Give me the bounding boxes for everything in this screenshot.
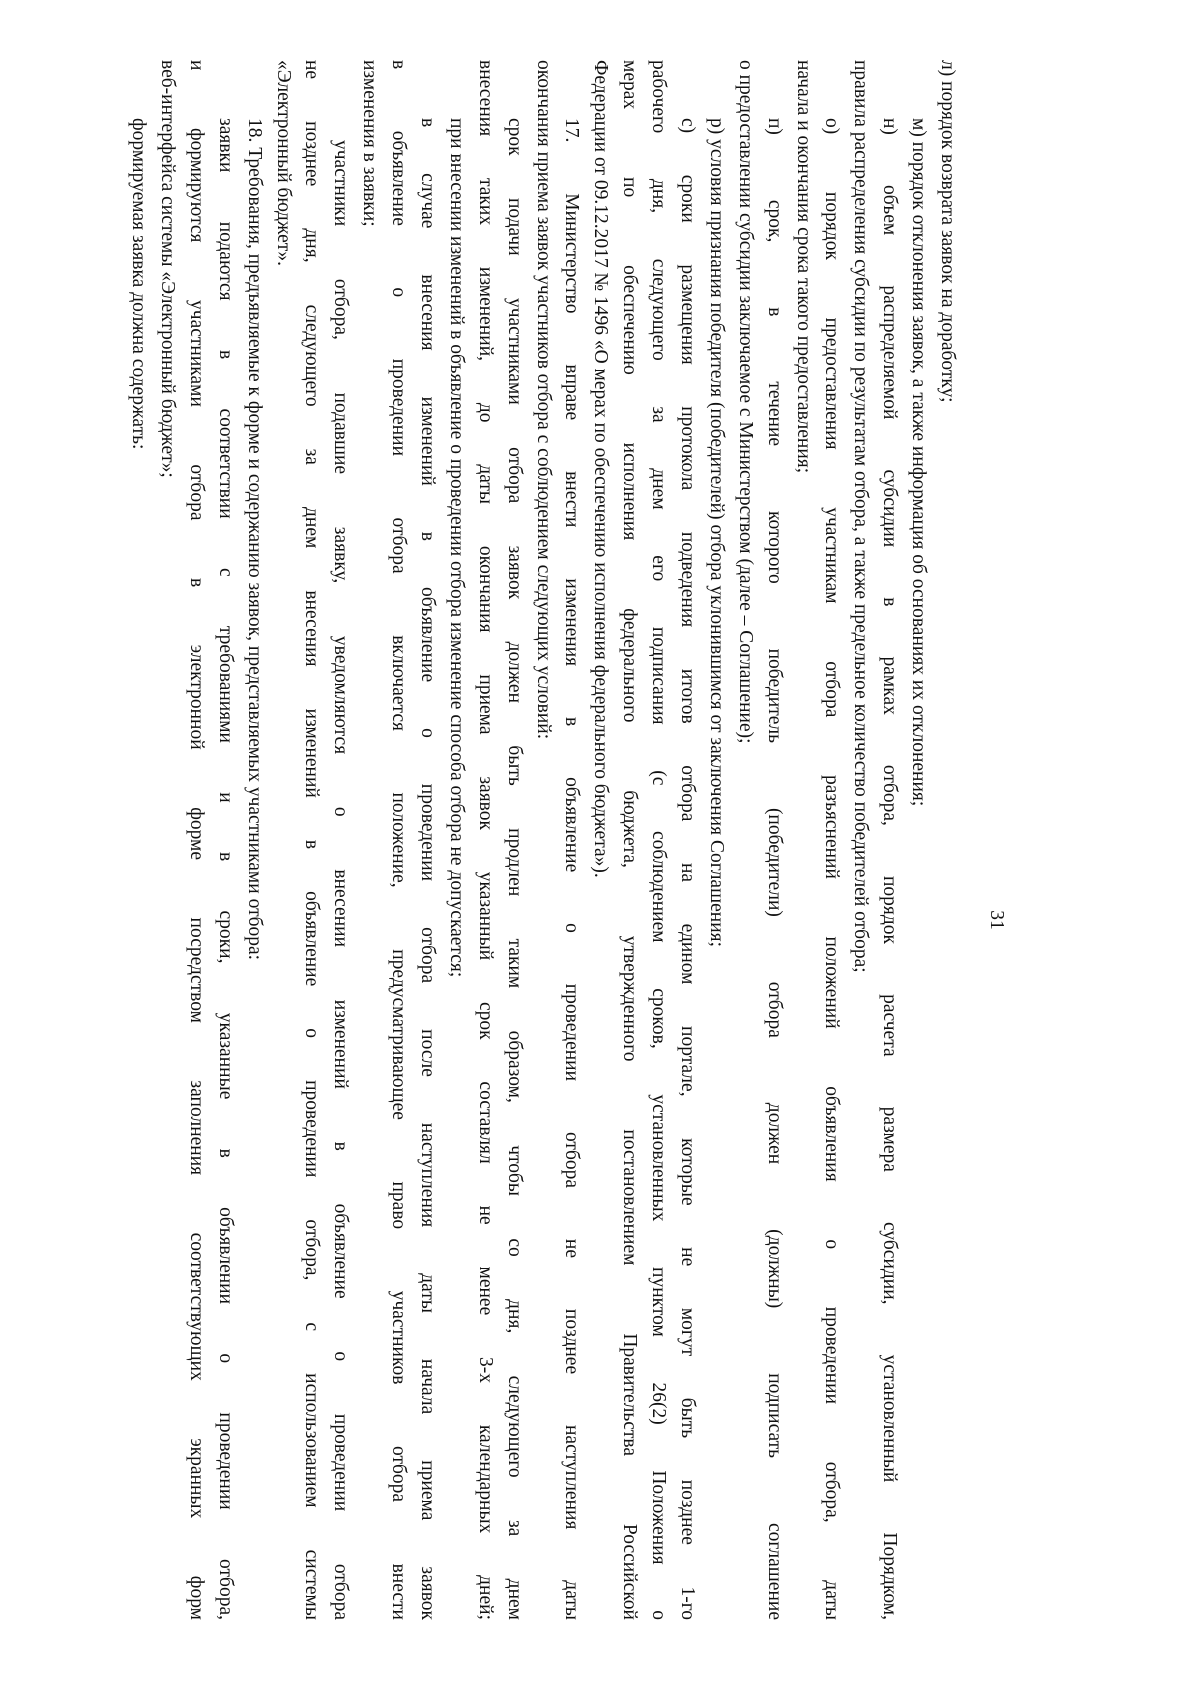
text-line: срок подачи участниками отбора заявок должен быть продлен таким образом, чтобы со дня, следующего за днем <box>503 118 525 1620</box>
text-line: изменения в заявки; <box>359 60 381 227</box>
text-line: м) порядок отклонения заявок, а также информация об основаниях их отклонения; <box>908 118 930 807</box>
text-line: 17. Министерство вправе внести изменения в объявление о проведении отбора не позднее наступления даты <box>561 118 583 1620</box>
text-line: Федерации от 09.12.2017 № 1496 «О мерах по обеспечению исполнения федерального бюджета»). <box>590 60 612 878</box>
text-line: н) объем распределяемой субсидии в рамках отбора, порядок расчета размера субсидии, установленный Порядком, <box>879 118 901 1620</box>
text-line: с) сроки размещения протокола подведения итогов отбора на едином портале, которые не могут быть позднее 1-го <box>676 118 698 1620</box>
text-line: веб-интерфейса системы «Электронный бюджет»; <box>156 60 178 478</box>
text-line: в случае внесения изменений в объявление о проведении отбора после наступления даты начала приема заявок <box>416 118 438 1620</box>
text-line: правила распределения субсидии по результатам отбора, а также предельное количество победителей отбора; <box>850 60 872 973</box>
text-line: о предоставлении субсидии заключаемое с Министерством (далее – Соглашение); <box>734 60 756 744</box>
text-line: при внесении изменений в объявление о проведении отбора изменение способа отбора не допускается; <box>445 118 467 978</box>
text-line: р) условия признания победителя (победителей) отбора уклонившимся от заключения Соглашения; <box>705 118 727 948</box>
text-line: заявки подаются в соответствии с требованиями и в сроки, указанные в объявлении о проведении отбора, <box>214 118 236 1620</box>
text-line: участники отбора, подавшие заявку, уведомляются о внесении изменений в объявление о проведении отбора <box>330 140 352 1620</box>
text-line: о) порядок предоставления участникам отбора разъяснений положений объявления о проведении отбора, даты <box>821 118 843 1620</box>
text-line: мерах по обеспечению исполнения федерального бюджета, утвержденного постановлением Правительства Российской <box>619 60 641 1620</box>
text-line: п) срок, в течение которого победитель (победители) отбора должен (должны) подписать соглашение <box>763 118 785 1620</box>
text-line: формируемая заявка должна содержать: <box>128 118 150 450</box>
text-line: и формируются участниками отбора в электронной форме посредством заполнения соответствующих экранных форм <box>185 60 207 1620</box>
text-line: внесения таких изменений, до даты окончания приема заявок указанный срок составлял не менее 3-х календарных дней; <box>474 60 496 1620</box>
text-line: окончания приема заявок участников отбора с соблюдением следующих условий: <box>532 60 554 740</box>
text-line: в объявление о проведении отбора включается положение, предусматривающее право участников отбора внести <box>388 60 410 1620</box>
text-line: начала и окончания срока такого предоставления; <box>792 60 814 474</box>
rotated-text-block <box>123 60 1010 1620</box>
text-line: рабочего дня, следующего за днем его подписания (с соблюдением сроков, установленных пунктом 26(2) Положения о <box>648 60 670 1620</box>
text-line: 18. Требования, предъявляемые к форме и содержанию заявок, представляемых участниками отбора: <box>243 118 265 961</box>
page-number: 31 <box>986 910 1007 930</box>
text-line: л) порядок возврата заявок на доработку; <box>937 60 958 403</box>
text-line: не позднее дня, следующего за днем внесения изменений в объявление о проведении отбора, с использованием системы <box>301 60 323 1620</box>
text-line: «Электронный бюджет». <box>272 60 294 266</box>
